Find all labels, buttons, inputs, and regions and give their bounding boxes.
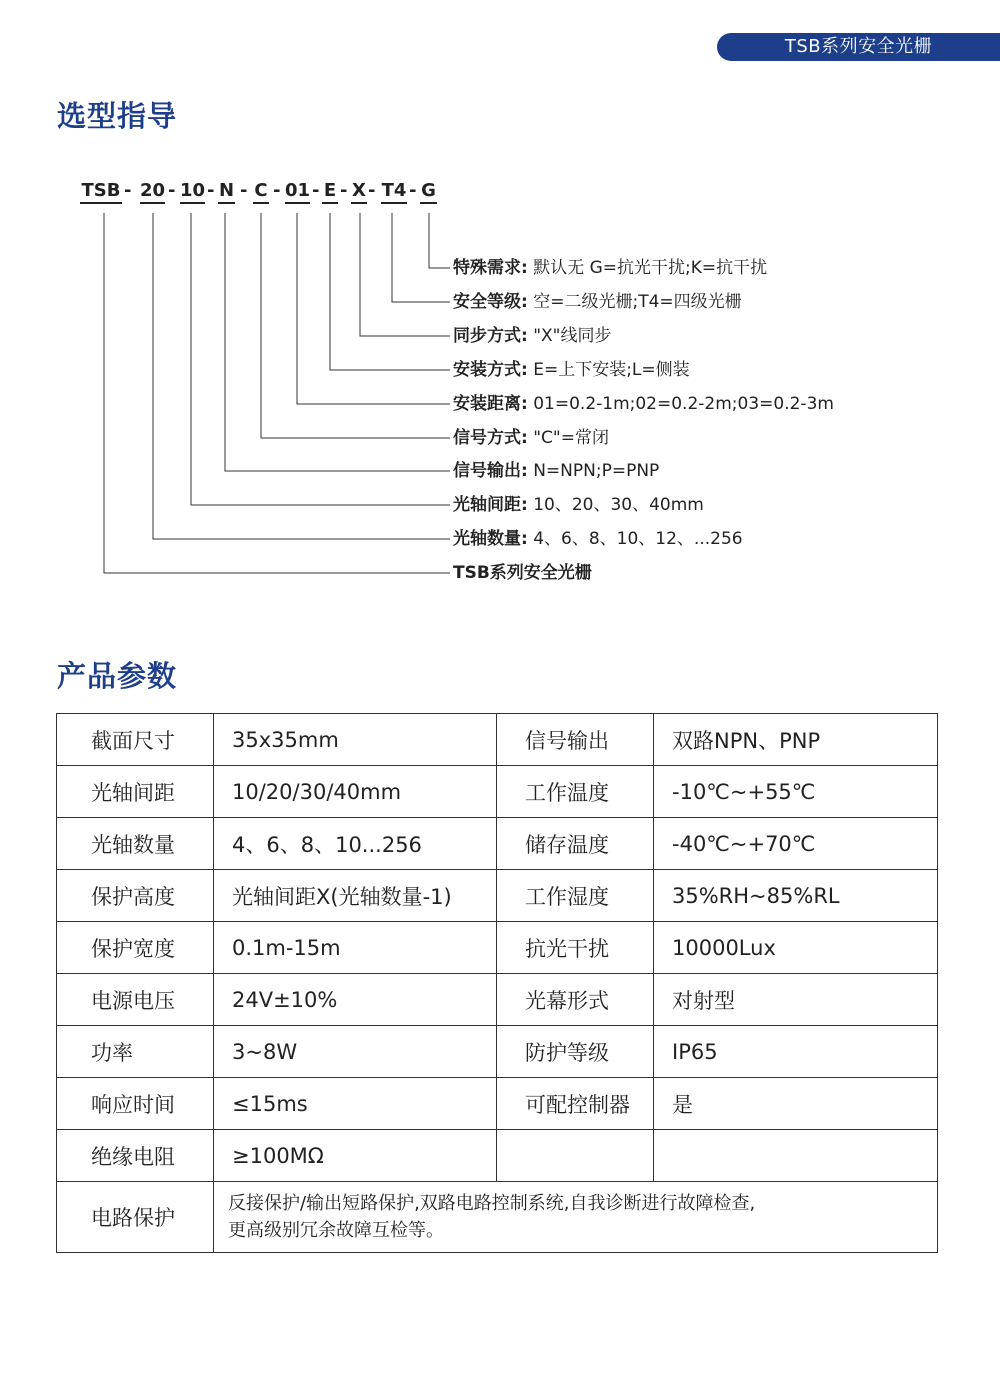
param-value: 是 (654, 1078, 938, 1130)
series-tag: TSB系列安全光栅 (717, 33, 1000, 61)
code-seg-pitch: 10 (180, 180, 205, 204)
code-seg-series: TSB (80, 180, 122, 204)
code-seg-axes: 20 (140, 180, 165, 204)
code-separator: - (340, 180, 348, 201)
legend-value: "X"线同步 (533, 326, 612, 346)
table-row (57, 818, 938, 870)
leader-sync (360, 213, 450, 336)
param-value: ≥100MΩ (214, 1130, 497, 1182)
param-value (654, 1130, 938, 1182)
param-label: 光幕形式 (497, 974, 654, 1026)
table-row (57, 974, 938, 1026)
leader-output (225, 213, 450, 471)
legend-value: 10、20、30、40mm (533, 495, 704, 515)
param-value: 4、6、8、10...256 (214, 818, 497, 870)
legend-output (453, 461, 659, 481)
params-table (56, 713, 938, 1253)
legend-value: "C"=常闭 (533, 428, 609, 448)
param-value: 0.1m-15m (214, 922, 497, 974)
leader-level (392, 213, 450, 302)
param-label: 电路保护 (57, 1182, 214, 1253)
leader-series (104, 213, 450, 573)
param-label: 光轴数量 (57, 818, 214, 870)
code-separator: - (312, 180, 320, 201)
code-separator: - (240, 180, 248, 201)
leader-pitch (191, 213, 450, 505)
legend-series (453, 563, 592, 583)
selection-guide-title: 选型指导 (57, 99, 178, 133)
leader-distance (297, 213, 450, 404)
param-value: 35%RH~85%RL (654, 870, 938, 922)
param-value: 3~8W (214, 1026, 497, 1078)
legend-label: 安装方式: (453, 360, 528, 380)
param-value: IP65 (654, 1026, 938, 1078)
code-seg-distance: 01 (285, 180, 310, 204)
code-separator: - (207, 180, 215, 201)
leader-axes (153, 213, 450, 539)
code-seg-mount: E (322, 180, 338, 204)
param-label: 响应时间 (57, 1078, 214, 1130)
param-label: 信号输出 (497, 714, 654, 766)
circuit-line: 反接保护/输出短路保护,双路电路控制系统,自我诊断进行故障检查, (228, 1193, 756, 1214)
code-separator: - (124, 180, 132, 201)
table-row (57, 1078, 938, 1130)
legend-mount (453, 360, 690, 380)
legend-label: 信号方式: (453, 428, 528, 448)
param-label: 电源电压 (57, 974, 214, 1026)
legend-special (453, 258, 767, 278)
table-row (57, 1026, 938, 1078)
legend-label: 光轴数量: (453, 529, 528, 549)
param-label: 防护等级 (497, 1026, 654, 1078)
table-row (57, 870, 938, 922)
leader-special (429, 213, 450, 268)
code-separator: - (168, 180, 176, 201)
table-row (57, 766, 938, 818)
table-row (57, 1130, 938, 1182)
legend-value: 4、6、8、10、12、...256 (533, 529, 743, 549)
code-seg-output: N (218, 180, 235, 204)
legend-label: TSB系列安全光栅 (453, 563, 592, 583)
table-row (57, 714, 938, 766)
legend-value: 默认无 G=抗光干扰;K=抗干扰 (533, 258, 768, 278)
legend-label: 信号输出: (453, 461, 528, 481)
circuit-protection-desc (214, 1182, 938, 1253)
table-row (57, 922, 938, 974)
param-label: 抗光干扰 (497, 922, 654, 974)
param-value: 光轴间距X(光轴数量-1) (214, 870, 497, 922)
param-label: 可配控制器 (497, 1078, 654, 1130)
legend-label: 安装距离: (453, 394, 528, 414)
code-seg-signal: C (253, 180, 269, 204)
legend-value: 空=二级光栅;T4=四级光栅 (533, 292, 742, 312)
param-label: 工作湿度 (497, 870, 654, 922)
code-separator: - (273, 180, 281, 201)
param-label: 截面尺寸 (57, 714, 214, 766)
param-label (497, 1130, 654, 1182)
param-label: 光轴间距 (57, 766, 214, 818)
param-value: 10000Lux (654, 922, 938, 974)
param-label: 保护高度 (57, 870, 214, 922)
legend-label: 同步方式: (453, 326, 528, 346)
circuit-line: 更高级别冗余故障互检等。 (228, 1220, 444, 1241)
param-label: 功率 (57, 1026, 214, 1078)
legend-label: 特殊需求: (453, 258, 528, 278)
legend-signal (453, 428, 609, 448)
table-row-circuit (57, 1182, 938, 1253)
param-value: 双路NPN、PNP (654, 714, 938, 766)
param-label: 保护宽度 (57, 922, 214, 974)
param-value: -40℃~+70℃ (654, 818, 938, 870)
legend-level (453, 292, 742, 312)
code-seg-level: T4 (381, 180, 407, 204)
param-value: 对射型 (654, 974, 938, 1026)
param-label: 绝缘电阻 (57, 1130, 214, 1182)
param-value: 10/20/30/40mm (214, 766, 497, 818)
param-label: 储存温度 (497, 818, 654, 870)
param-value: 24V±10% (214, 974, 497, 1026)
code-separator: - (368, 180, 376, 201)
legend-label: 安全等级: (453, 292, 528, 312)
legend-value: N=NPN;P=PNP (533, 461, 660, 481)
code-seg-sync: X (351, 180, 367, 204)
product-params-title: 产品参数 (57, 659, 178, 693)
code-separator: - (409, 180, 417, 201)
legend-axes (453, 529, 743, 549)
param-value: ≤15ms (214, 1078, 497, 1130)
code-seg-special: G (420, 180, 437, 204)
legend-value: 01=0.2-1m;02=0.2-2m;03=0.2-3m (533, 394, 834, 414)
param-value: -10℃~+55℃ (654, 766, 938, 818)
legend-sync (453, 326, 612, 346)
legend-label: 光轴间距: (453, 495, 528, 515)
legend-value: E=上下安装;L=侧装 (533, 360, 690, 380)
param-value: 35x35mm (214, 714, 497, 766)
leader-mount (330, 213, 450, 370)
legend-pitch (453, 495, 704, 515)
legend-distance (453, 394, 834, 414)
param-label: 工作温度 (497, 766, 654, 818)
